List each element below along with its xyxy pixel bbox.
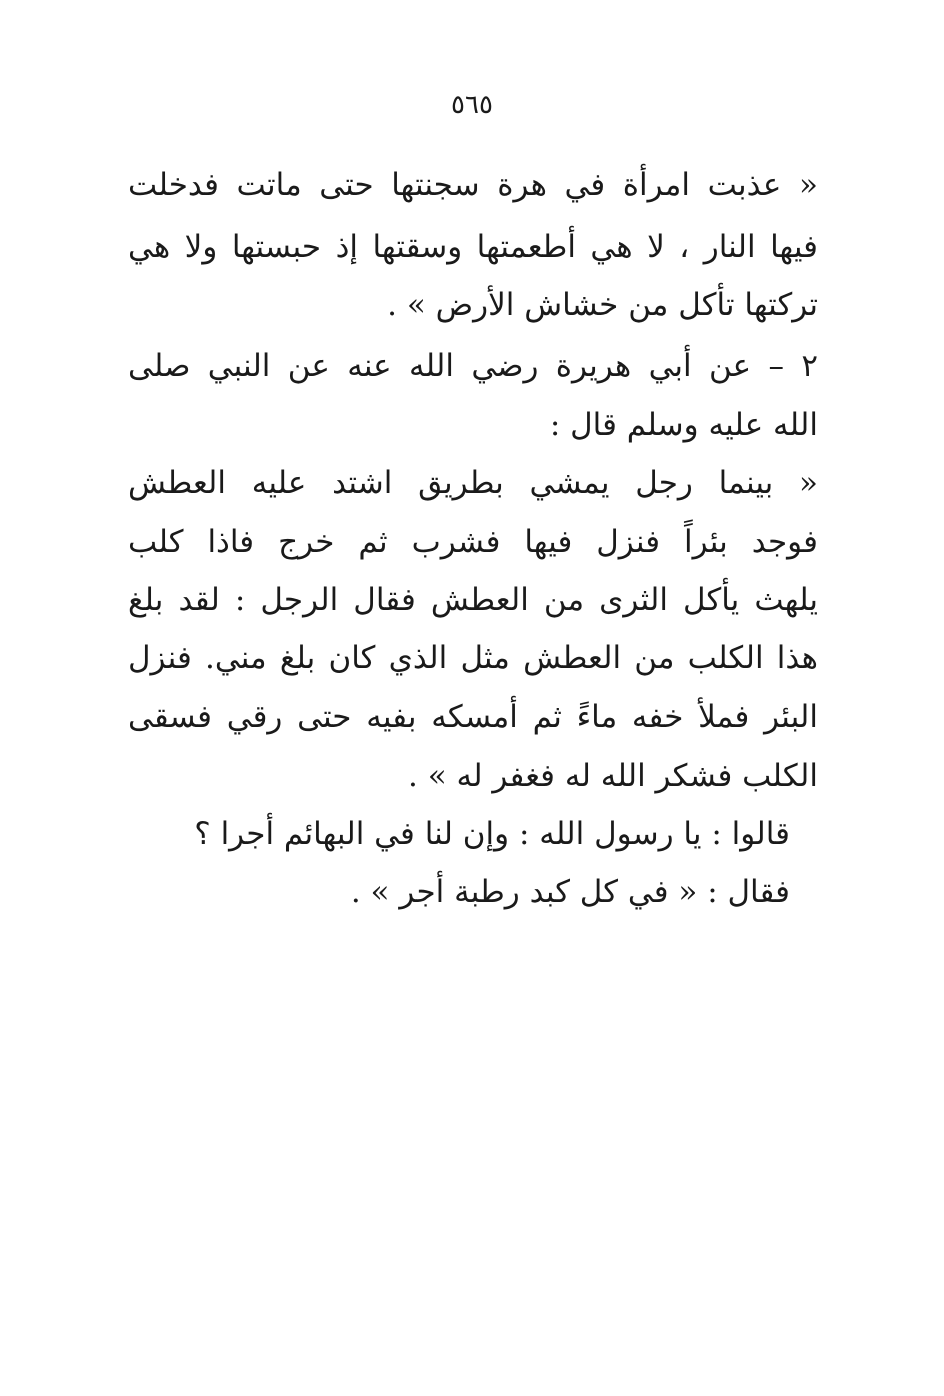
text-line-3: تركتها تأكل من خشاش الأرض » . [387, 287, 818, 323]
text-line-12: قالوا : يا رسول الله : وإن لنا في البهائم أجرا ؟ [194, 816, 790, 852]
text-line-1: « عذبت امرأة في هرة سجنتها حتى ماتت فدخلت [128, 167, 818, 203]
text-line-6: « بينما رجل يمشي بطريق اشتد عليه العطش [128, 465, 818, 501]
text-line-8: يلهث يأكل الثرى من العطش فقال الرجل : لقد بلغ [128, 582, 818, 618]
text-line-4: ٢ – عن أبي هريرة رضي الله عنه عن النبي صلى [128, 348, 818, 384]
text-line-2: فيها النار ، لا هي أطعمتها وسقتها إذ حبستها ولا هي [128, 229, 818, 265]
text-line-13: فقال : « في كل كبد رطبة أجر » . [350, 874, 790, 910]
text-line-7: فوجد بئراً فنزل فيها فشرب ثم خرج فاذا كلب [128, 524, 818, 560]
text-line-9: هذا الكلب من العطش مثل الذي كان بلغ مني. فنزل [128, 640, 818, 676]
text-line-5: الله عليه وسلم قال : [549, 407, 818, 443]
page-number: ٥٦٥ [451, 90, 493, 120]
text-line-11: الكلب فشكر الله له فغفر له » . [407, 758, 818, 794]
text-line-10: البئر فملأ خفه ماءً ثم أمسكه بفيه حتى رقي فسقى [128, 699, 818, 735]
